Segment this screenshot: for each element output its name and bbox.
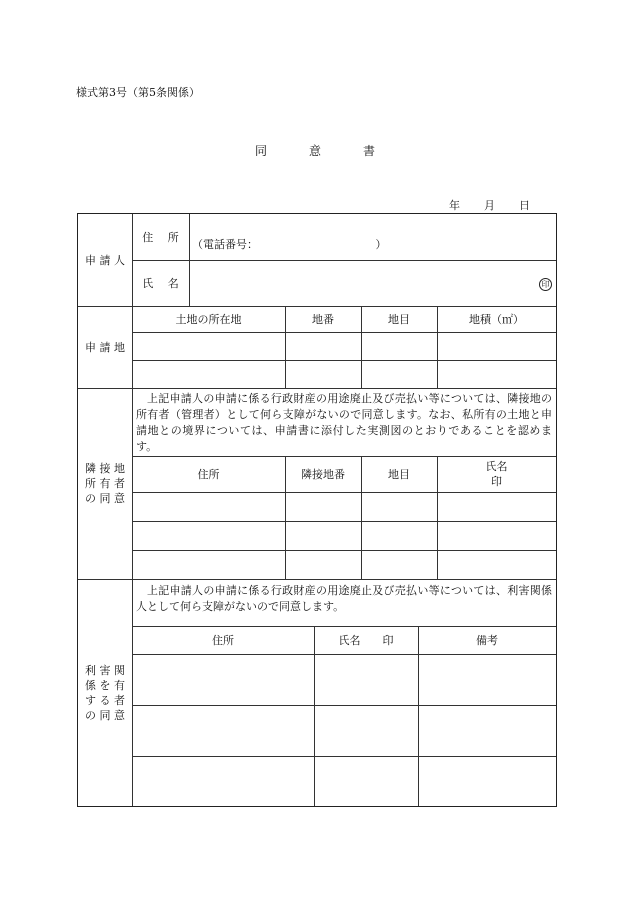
adjacent-label-line: 所 有 者 [85,477,125,490]
interested-consent-label [78,579,132,806]
title-char: 書 [363,144,376,158]
col-land-category: 地目 [388,312,410,326]
name-label: 氏 名 [142,276,179,290]
title-char: 意 [308,144,321,158]
date-line [449,197,530,213]
phone-label: （電話番号： [192,237,258,251]
adjacent-consent-label [78,388,132,579]
col-address: 住所 [197,467,220,481]
col-interested-name-seal: 氏名 印 [338,633,394,647]
col-lot-number: 地番 [312,312,334,326]
interested-label-line: す る 者 [85,693,125,707]
form-number: 様式第3号（第5条関係） [76,86,200,99]
seal-mark: 印 [539,278,552,291]
application-land-label: 申 請 地 [85,340,125,354]
title-char: 同 [254,144,267,158]
col-land-area: 地積（㎡） [469,312,524,326]
adjacent-label-line: 隣 接 地 [85,462,125,475]
adjacent-statement: 上記申請人の申請に係る行政財産の用途廃止及び売払い等については、隣接地の所有者（管理者）として何ら支障がないので同意します。なお、私所有の土地と申請地との境界については、申請書に添付した実測図のとおりであることを認めます。 [136,392,552,453]
document-title [0,142,630,159]
col-remarks: 備考 [476,633,498,647]
date-day: 日 [519,199,530,212]
applicant-label: 申 請 人 [85,253,125,267]
date-month: 月 [484,199,495,212]
col-adjacent-lot: 隣接地番 [301,467,345,481]
interested-label-line: 利 害 関 [85,663,125,677]
name-col-line: 氏名 [485,460,508,473]
date-year: 年 [449,199,460,212]
interested-statement: 上記申請人の申請に係る行政財産の用途廃止及び売払い等については、利害関係人として何ら支障がないので同意します。 [136,584,552,613]
address-label: 住 所 [142,230,179,244]
col-name-seal [437,456,556,492]
interested-label-line: 係 を 有 [85,678,125,692]
col-category: 地目 [388,467,410,481]
consent-form-table [77,213,557,807]
col-interested-address: 住所 [212,633,234,647]
phone-close: ） [375,237,387,251]
adjacent-label-line: の 同 意 [85,492,125,505]
col-land-location: 土地の所在地 [175,312,242,326]
seal-col-line: 印 [491,475,502,488]
interested-label-line: の 同 意 [85,708,125,722]
